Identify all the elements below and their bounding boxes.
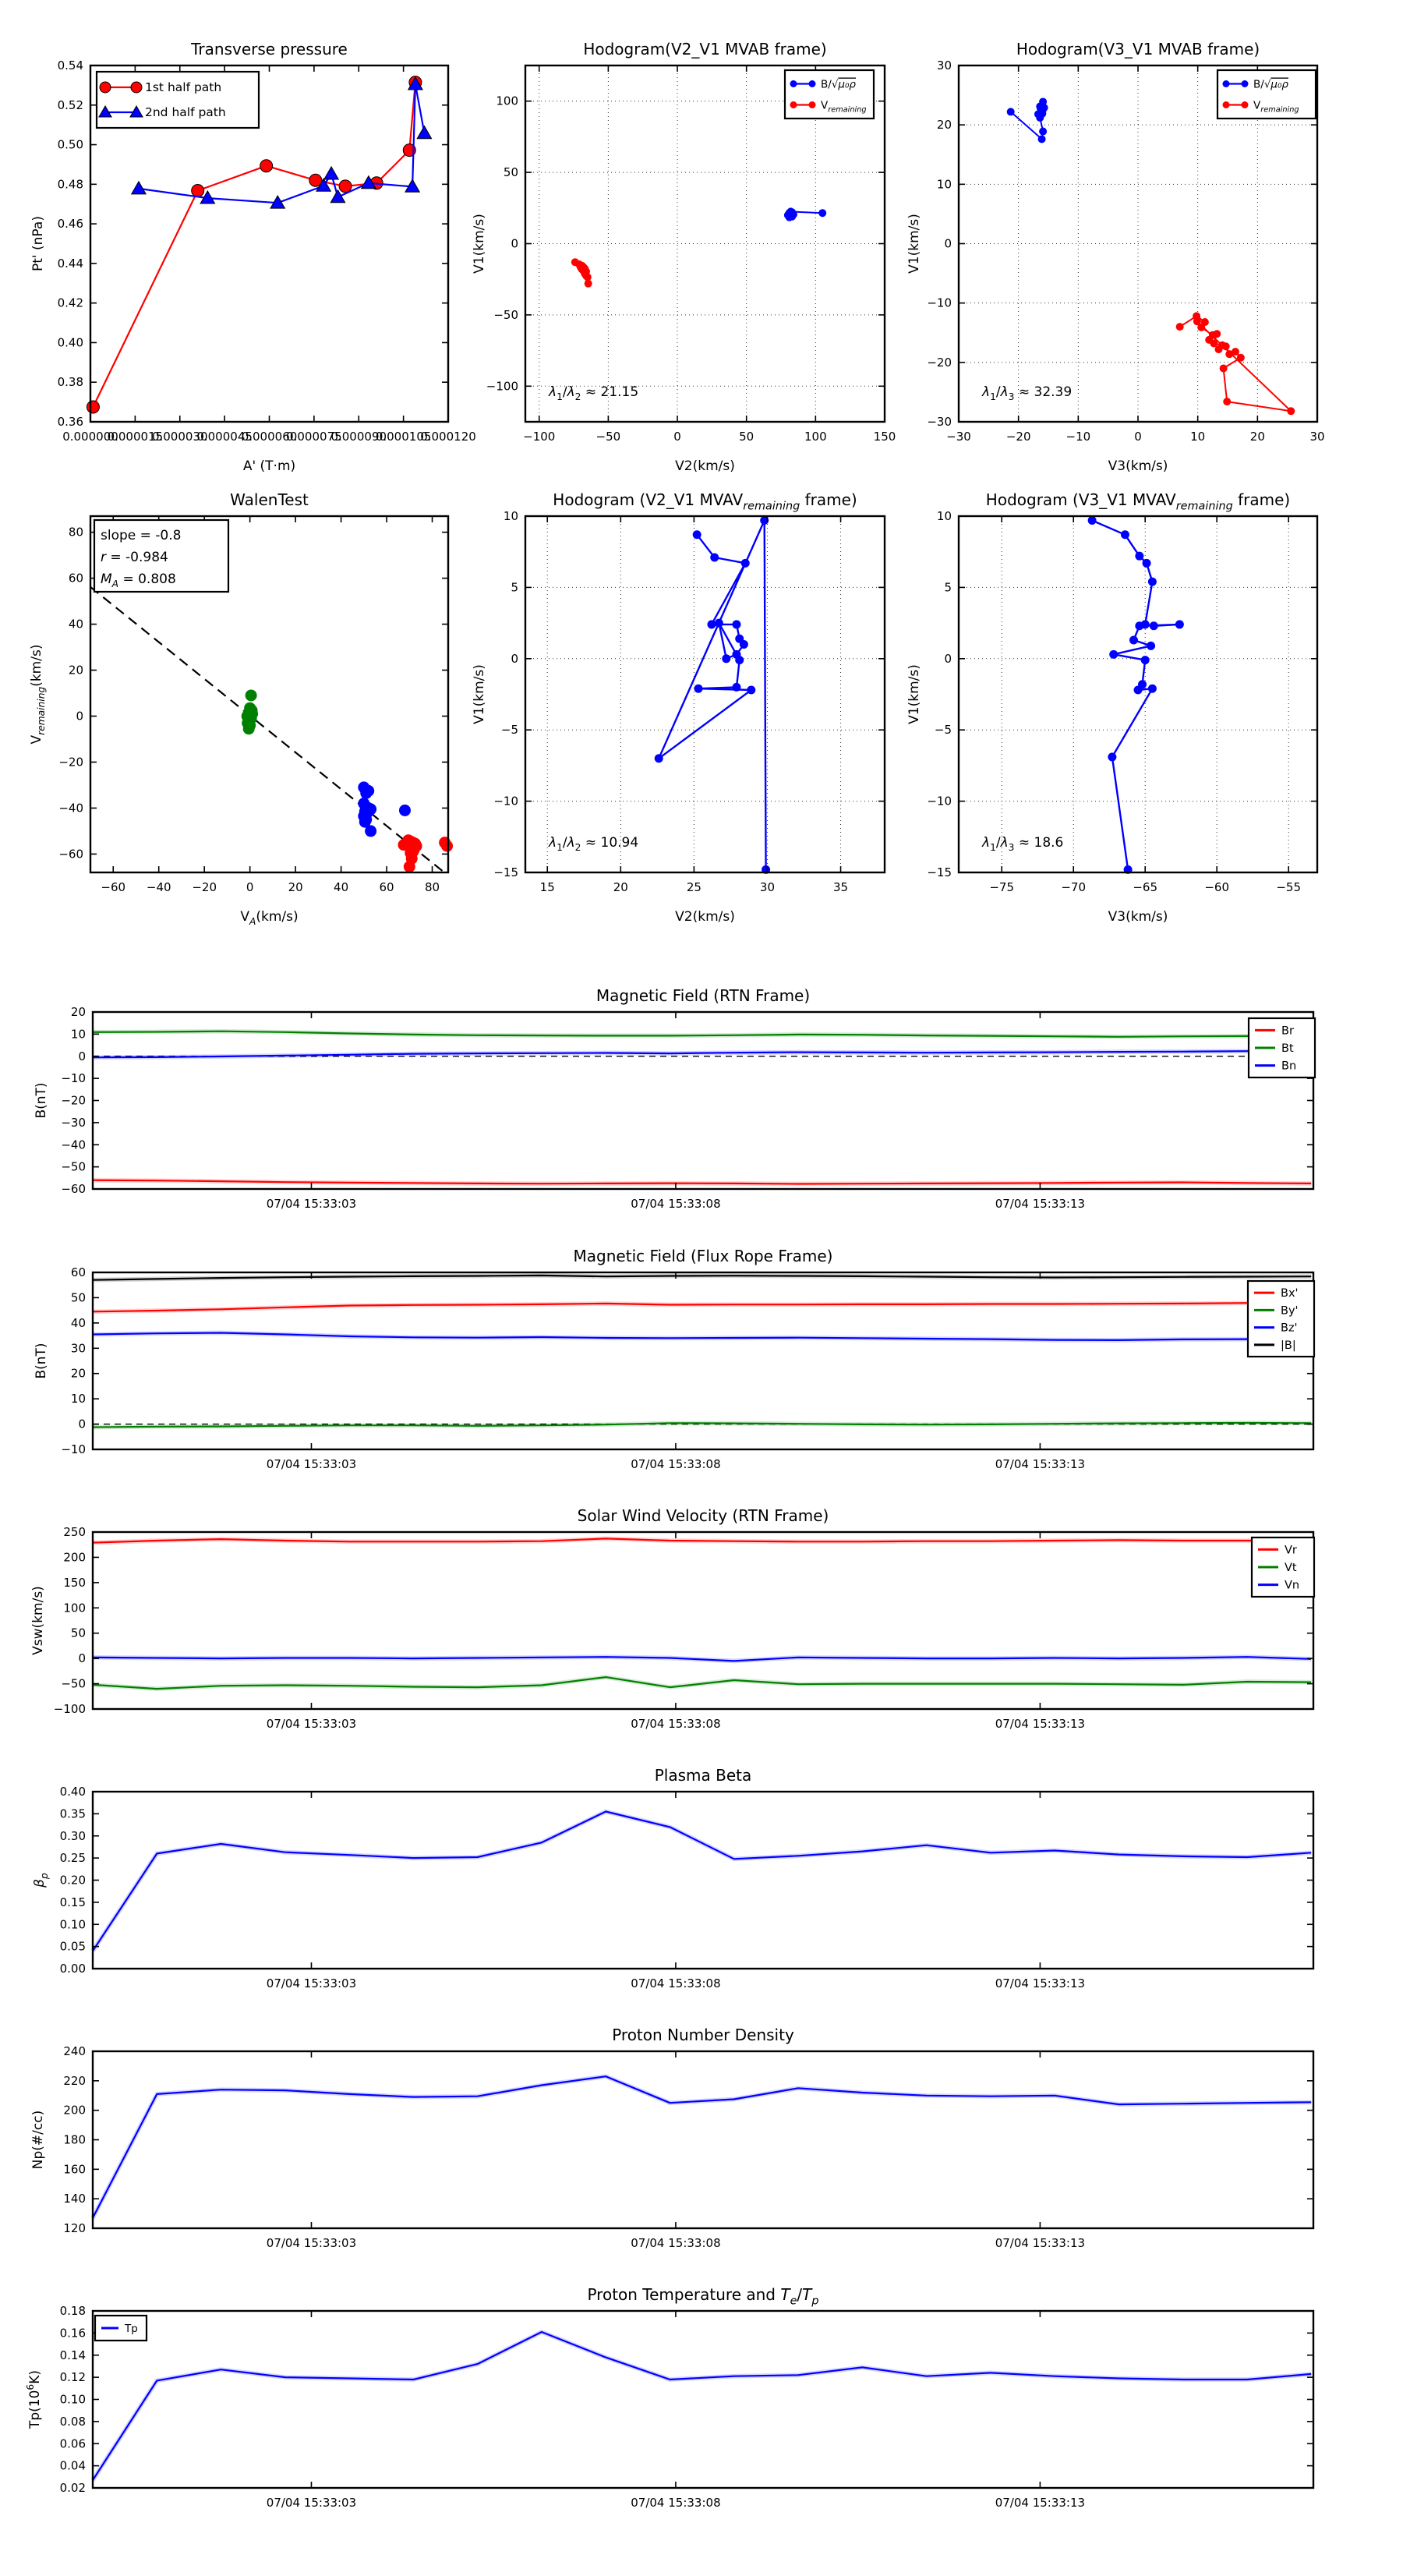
svg-text:B(nT): B(nT)	[34, 1343, 49, 1379]
svg-text:βp: $\beta_p$	[32, 1873, 50, 1888]
svg-text:07/04 15:33:08: 07/04 15:33:08	[631, 1976, 721, 1990]
svg-text:20: 20	[70, 1366, 86, 1381]
svg-text:Magnetic Field (Flux Rope Fram: Magnetic Field (Flux Rope Frame)	[573, 1247, 833, 1265]
svg-text:0.40: 0.40	[57, 335, 83, 350]
series-path	[659, 521, 765, 870]
svg-text:0.46: 0.46	[57, 217, 83, 232]
svg-text:0.00: 0.00	[59, 1962, 86, 1976]
svg-text:MA = 0.808: $M_A = 0.808$	[101, 571, 176, 589]
svg-text:Vremaining: $V_{remaining}$	[821, 99, 867, 115]
svg-text:0.05: 0.05	[59, 1939, 86, 1954]
svg-text:07/04 15:33:13: 07/04 15:33:13	[995, 1197, 1086, 1211]
svg-text:0.12: 0.12	[59, 2370, 86, 2385]
svg-text:−20: −20	[58, 755, 83, 770]
svg-text:30: 30	[70, 1341, 86, 1356]
svg-text:Np(#/cc): Np(#/cc)	[30, 2110, 46, 2170]
svg-text:−10: −10	[61, 1071, 86, 1086]
svg-text:07/04 15:33:08: 07/04 15:33:08	[631, 1457, 721, 1471]
svg-text:0: 0	[1134, 430, 1142, 444]
svg-text:V3(km/s): V3(km/s)	[1108, 458, 1168, 474]
svg-text:Proton Temperature and Te/Tp: Proton Temperature and $T_e/T_p$	[587, 2285, 819, 2308]
chart-vsw-rtn	[30, 1506, 1314, 1731]
svg-text:−50: −50	[595, 430, 621, 444]
svg-text:Hodogram(V2_V1 MVAB frame): Hodogram(V2_V1 MVAB frame)	[583, 40, 827, 58]
svg-text:40: 40	[334, 880, 349, 894]
svg-text:−5: −5	[500, 723, 518, 738]
svg-text:5: 5	[944, 580, 952, 595]
svg-text:07/04 15:33:08: 07/04 15:33:08	[631, 2236, 721, 2250]
chart-b-rtn	[34, 986, 1315, 1211]
svg-text:0.36: 0.36	[57, 415, 83, 429]
svg-text:Vr: Vr	[1285, 1544, 1297, 1557]
legend-transverse-pressure	[97, 72, 259, 128]
svg-text:Vremaining: $V_{remaining}$	[1253, 99, 1299, 115]
svg-text:60: 60	[379, 880, 394, 894]
svg-text:−50: −50	[61, 1159, 86, 1174]
svg-text:60: 60	[68, 571, 83, 586]
svg-text:0.000015: 0.000015	[107, 430, 164, 444]
svg-text:0.15: 0.15	[59, 1895, 86, 1909]
svg-text:−65: −65	[1133, 880, 1158, 894]
svg-text:0.14: 0.14	[59, 2348, 86, 2362]
series-Tp-halo	[93, 2332, 1311, 2480]
svg-text:Bx': Bx'	[1281, 1287, 1299, 1300]
svg-text:160: 160	[63, 2162, 86, 2177]
svg-text:20: 20	[288, 880, 303, 894]
svg-text:Bn: Bn	[1281, 1060, 1297, 1073]
svg-text:V1(km/s): V1(km/s)	[906, 214, 922, 274]
svg-text:0: 0	[673, 430, 681, 444]
svg-text:Hodogram (V3_V1 MVAVremaining: Hodogram (V3_V1 $MVAV_{remaining}$ frame)	[985, 490, 1291, 513]
svg-text:0.40: 0.40	[59, 1785, 86, 1799]
svg-text:λ1/λ2 ≈ 21.15: $\lambda_1/\lambda_2 \approx 21.15$	[549, 384, 639, 402]
svg-text:180: 180	[63, 2132, 86, 2147]
svg-text:B/√μ₀ρ: B/√μ₀ρ	[821, 78, 856, 91]
series-V-remaining	[1180, 316, 1292, 411]
svg-text:07/04 15:33:13: 07/04 15:33:13	[995, 2496, 1086, 2510]
svg-text:V1(km/s): V1(km/s)	[906, 664, 922, 724]
svg-text:0.000120: 0.000120	[420, 430, 476, 444]
svg-text:V1(km/s): V1(km/s)	[472, 214, 487, 274]
svg-text:0.000000: 0.000000	[62, 430, 118, 444]
chart-proton-temperature	[25, 2285, 1313, 2510]
svg-text:0.02: 0.02	[59, 2481, 86, 2495]
svg-text:0: 0	[511, 651, 518, 666]
svg-text:200: 200	[63, 1550, 86, 1565]
svg-text:0.48: 0.48	[57, 177, 83, 192]
svg-text:−75: −75	[989, 880, 1015, 894]
svg-text:20: 20	[70, 1005, 86, 1019]
svg-text:−20: −20	[927, 355, 952, 370]
svg-text:0.30: 0.30	[59, 1828, 86, 1843]
svg-text:07/04 15:33:08: 07/04 15:33:08	[631, 2496, 721, 2510]
svg-text:30: 30	[759, 880, 776, 894]
legend-b-rtn	[1249, 1018, 1315, 1077]
svg-text:0: 0	[944, 236, 952, 251]
svg-text:150: 150	[873, 430, 896, 444]
svg-text:Vsw(km/s): Vsw(km/s)	[30, 1586, 46, 1655]
svg-text:0.54: 0.54	[57, 58, 83, 73]
svg-text:0.000075: 0.000075	[286, 430, 342, 444]
svg-text:−40: −40	[58, 801, 83, 816]
svg-text:Vremaining(km/s): $V_{remaining}(km/s)$	[29, 644, 47, 745]
svg-text:50: 50	[739, 430, 755, 444]
series-Bx'	[93, 1303, 1311, 1311]
svg-text:15: 15	[539, 880, 555, 894]
svg-text:−60: −60	[1204, 880, 1230, 894]
svg-text:0.000105: 0.000105	[375, 430, 432, 444]
svg-text:07/04 15:33:03: 07/04 15:33:03	[266, 1197, 357, 1211]
svg-text:0.42: 0.42	[57, 295, 83, 310]
legend-hodogram-v3v1-mvab	[1217, 70, 1316, 119]
svg-text:07/04 15:33:03: 07/04 15:33:03	[266, 2236, 357, 2250]
svg-text:50: 50	[70, 1290, 86, 1305]
svg-text:0: 0	[511, 236, 518, 251]
svg-text:250: 250	[63, 1525, 86, 1539]
svg-text:07/04 15:33:03: 07/04 15:33:03	[266, 1976, 357, 1990]
svg-text:−40: −40	[61, 1138, 86, 1152]
svg-text:λ1/λ2 ≈ 10.94: $\lambda_1/\lambda_2 \approx 10.94$	[549, 835, 639, 853]
svg-text:07/04 15:33:13: 07/04 15:33:13	[995, 1457, 1086, 1471]
svg-text:−100: −100	[53, 1702, 86, 1716]
svg-text:−50: −50	[61, 1676, 86, 1691]
axes-frame	[525, 516, 885, 872]
svg-text:VA(km/s): $V_A(km/s)$	[240, 909, 299, 927]
svg-text:200: 200	[63, 2103, 86, 2118]
svg-text:40: 40	[70, 1315, 86, 1330]
svg-text:−60: −60	[101, 880, 126, 894]
axes-frame	[93, 1792, 1313, 1969]
svg-text:10: 10	[70, 1392, 86, 1407]
svg-text:80: 80	[68, 525, 83, 540]
svg-text:λ1/λ3 ≈ 32.39: $\lambda_1/\lambda_3 \approx 32.39$	[982, 384, 1073, 402]
svg-text:Proton Number Density: Proton Number Density	[612, 2026, 794, 2044]
svg-text:240: 240	[63, 2044, 86, 2058]
svg-text:07/04 15:33:03: 07/04 15:33:03	[266, 1717, 357, 1731]
svg-text:By': By'	[1281, 1304, 1299, 1318]
svg-text:|B|: |B|	[1281, 1339, 1296, 1352]
svg-text:r = -0.984: r = -0.984	[101, 550, 168, 565]
chart-b-fluxrope	[34, 1247, 1314, 1471]
chart-hodogram-v3v1-mvab	[906, 40, 1325, 474]
svg-text:−15: −15	[927, 865, 952, 879]
svg-text:V2(km/s): V2(km/s)	[675, 458, 735, 474]
svg-text:0: 0	[76, 709, 83, 724]
svg-text:150: 150	[63, 1575, 86, 1590]
chart-transverse-pressure	[30, 40, 476, 474]
svg-text:WalenTest: WalenTest	[230, 490, 309, 509]
svg-text:35: 35	[833, 880, 849, 894]
svg-text:0.50: 0.50	[57, 137, 83, 152]
svg-text:−10: −10	[61, 1442, 86, 1456]
svg-text:10: 10	[936, 177, 952, 192]
svg-text:Br: Br	[1281, 1024, 1294, 1038]
series-fit-line	[90, 587, 444, 872]
svg-text:0.20: 0.20	[59, 1873, 86, 1888]
svg-text:0.25: 0.25	[59, 1851, 86, 1866]
legend-hodogram-v2v1-mvab	[785, 70, 874, 119]
legend-vsw-rtn	[1252, 1537, 1314, 1597]
svg-text:5: 5	[511, 580, 518, 595]
svg-text:−30: −30	[927, 415, 952, 429]
svg-text:V1(km/s): V1(km/s)	[472, 664, 487, 724]
svg-text:07/04 15:33:13: 07/04 15:33:13	[995, 1976, 1086, 1990]
svg-text:0: 0	[78, 1651, 86, 1666]
svg-text:A' (T·m): A' (T·m)	[242, 458, 296, 474]
svg-text:40: 40	[68, 617, 83, 632]
svg-text:−10: −10	[927, 794, 952, 809]
svg-text:0: 0	[78, 1049, 86, 1063]
svg-text:30: 30	[936, 58, 952, 73]
svg-text:−55: −55	[1276, 880, 1302, 894]
svg-text:Tp(106K): $Tp(10^6K)$	[24, 2369, 43, 2429]
svg-text:−50: −50	[493, 307, 518, 322]
svg-text:Vn: Vn	[1285, 1579, 1300, 1592]
svg-text:Hodogram (V2_V1 MVAVremaining: Hodogram (V2_V1 $MVAV_{remaining}$ frame)	[553, 490, 857, 513]
svg-text:Transverse pressure: Transverse pressure	[191, 40, 348, 58]
svg-text:−20: −20	[1005, 430, 1031, 444]
svg-text:20: 20	[68, 663, 83, 678]
svg-text:07/04 15:33:08: 07/04 15:33:08	[631, 1717, 721, 1731]
svg-text:30: 30	[1309, 430, 1325, 444]
series-beta-p	[93, 1812, 1311, 1951]
svg-text:120: 120	[63, 2221, 86, 2235]
svg-text:Plasma Beta: Plasma Beta	[654, 1766, 752, 1785]
svg-text:0: 0	[944, 651, 952, 666]
series-path	[1092, 521, 1179, 870]
svg-text:0.000090: 0.000090	[330, 430, 387, 444]
svg-text:Pt' (nPa): Pt' (nPa)	[30, 216, 46, 271]
svg-text:−15: −15	[493, 865, 518, 879]
series-Np-halo	[93, 2076, 1311, 2218]
svg-text:0.44: 0.44	[57, 256, 83, 271]
svg-text:07/04 15:33:13: 07/04 15:33:13	[995, 2236, 1086, 2250]
svg-text:0.000060: 0.000060	[241, 430, 298, 444]
stats-box-walen-test	[94, 520, 228, 592]
svg-text:100: 100	[496, 94, 518, 108]
svg-text:−10: −10	[927, 295, 952, 310]
series-beta-p-halo	[93, 1812, 1311, 1951]
svg-text:slope = -0.8: slope = -0.8	[101, 528, 182, 543]
svg-text:20: 20	[1249, 430, 1265, 444]
svg-text:0.52: 0.52	[57, 97, 83, 112]
svg-text:−20: −20	[61, 1093, 86, 1108]
svg-text:−40: −40	[146, 880, 171, 894]
svg-text:λ1/λ3 ≈ 18.6: $\lambda_1/\lambda_3 \approx 18.6$	[982, 835, 1064, 853]
svg-text:Magnetic Field (RTN Frame): Magnetic Field (RTN Frame)	[595, 986, 811, 1005]
axes-frame	[93, 2311, 1313, 2488]
chart-hodogram-v3v1-mvav	[906, 490, 1317, 925]
svg-text:Bt: Bt	[1281, 1042, 1294, 1055]
svg-text:−70: −70	[1061, 880, 1087, 894]
svg-text:07/04 15:33:03: 07/04 15:33:03	[266, 1457, 357, 1471]
svg-text:0.18: 0.18	[59, 2304, 86, 2318]
svg-text:60: 60	[70, 1265, 86, 1279]
svg-text:−60: −60	[61, 1182, 86, 1196]
svg-text:V2(km/s): V2(km/s)	[675, 909, 735, 925]
svg-text:Solar Wind Velocity (RTN Frame: Solar Wind Velocity (RTN Frame)	[577, 1506, 829, 1525]
svg-text:07/04 15:33:08: 07/04 15:33:08	[631, 1197, 721, 1211]
svg-text:0.10: 0.10	[59, 2392, 86, 2407]
legend-proton-temperature	[95, 2316, 147, 2341]
svg-text:07/04 15:33:03: 07/04 15:33:03	[266, 2496, 357, 2510]
svg-text:0.38: 0.38	[57, 375, 83, 390]
svg-text:25: 25	[686, 880, 702, 894]
chart-plasma-beta	[32, 1766, 1313, 1990]
series-Np	[93, 2076, 1311, 2218]
svg-text:Tp: Tp	[125, 2323, 138, 2335]
svg-text:−20: −20	[192, 880, 217, 894]
svg-text:−5: −5	[934, 723, 952, 738]
svg-text:−10: −10	[1066, 430, 1091, 444]
svg-text:20: 20	[613, 880, 628, 894]
chart-hodogram-v2v1-mvav	[472, 490, 885, 925]
chart-hodogram-v2v1-mvab	[472, 40, 896, 474]
svg-text:07/04 15:33:13: 07/04 15:33:13	[995, 1717, 1086, 1731]
svg-text:10: 10	[70, 1027, 86, 1042]
svg-text:140: 140	[63, 2192, 86, 2206]
svg-text:−10: −10	[493, 794, 518, 809]
svg-text:0.08: 0.08	[59, 2414, 86, 2429]
chart-walen-test	[29, 490, 453, 927]
axes-frame	[93, 2051, 1313, 2228]
svg-text:0.16: 0.16	[59, 2326, 86, 2341]
svg-text:Bz': Bz'	[1281, 1322, 1298, 1335]
svg-text:1st half path: 1st half path	[145, 80, 222, 94]
svg-text:−30: −30	[946, 430, 971, 444]
svg-text:0.000045: 0.000045	[196, 430, 253, 444]
svg-text:−100: −100	[486, 379, 518, 394]
svg-text:20: 20	[936, 118, 952, 133]
svg-text:10: 10	[1190, 430, 1206, 444]
svg-text:0: 0	[78, 1417, 86, 1431]
legend-b-fluxrope	[1248, 1281, 1314, 1357]
svg-text:100: 100	[63, 1601, 86, 1615]
svg-text:0.35: 0.35	[59, 1806, 86, 1821]
svg-text:Hodogram(V3_V1 MVAB frame): Hodogram(V3_V1 MVAB frame)	[1016, 40, 1260, 58]
svg-text:Vt: Vt	[1285, 1562, 1297, 1574]
svg-text:80: 80	[424, 880, 440, 894]
svg-text:0.06: 0.06	[59, 2436, 86, 2451]
series-1st half path	[93, 83, 415, 407]
svg-text:0.10: 0.10	[59, 1917, 86, 1932]
svg-text:B(nT): B(nT)	[34, 1082, 49, 1119]
svg-text:0: 0	[246, 880, 254, 894]
svg-text:0.04: 0.04	[59, 2458, 86, 2473]
chart-proton-density	[30, 2026, 1313, 2250]
svg-text:−60: −60	[58, 847, 83, 862]
series-Tp	[93, 2332, 1311, 2480]
svg-text:10: 10	[936, 509, 952, 523]
svg-text:2nd half path: 2nd half path	[145, 105, 226, 119]
svg-text:220: 220	[63, 2073, 86, 2088]
svg-text:10: 10	[503, 509, 518, 523]
svg-text:100: 100	[804, 430, 827, 444]
svg-text:−30: −30	[61, 1115, 86, 1130]
svg-text:50: 50	[503, 165, 518, 180]
svg-text:0.000030: 0.000030	[151, 430, 208, 444]
svg-text:50: 50	[70, 1626, 86, 1640]
svg-text:B/√μ₀ρ: B/√μ₀ρ	[1253, 78, 1288, 91]
svg-text:V3(km/s): V3(km/s)	[1108, 909, 1168, 925]
svg-text:−100: −100	[523, 430, 556, 444]
